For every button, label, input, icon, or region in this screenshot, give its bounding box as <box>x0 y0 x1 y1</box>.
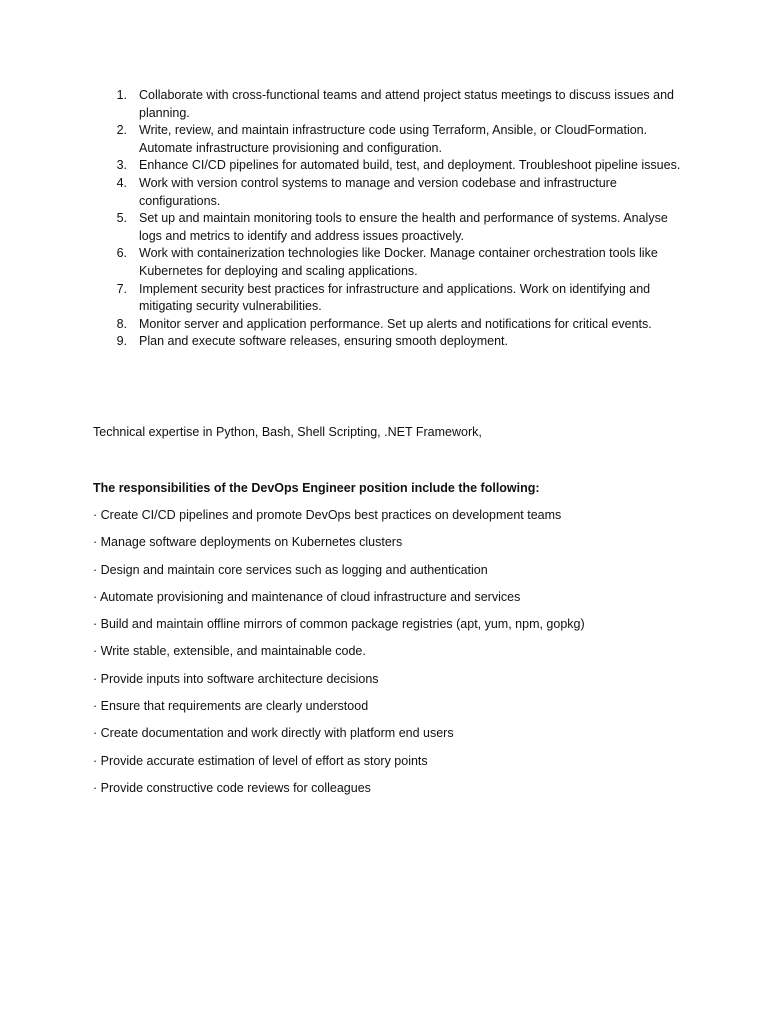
responsibilities-heading: The responsibilities of the DevOps Engineer position include the following: <box>93 481 540 495</box>
bullet-item: · Design and maintain core services such as logging and authentication <box>93 562 488 577</box>
list-number: 4. <box>116 175 127 190</box>
list-number: 1. <box>116 88 127 102</box>
list-number: 8. <box>116 316 127 331</box>
list-item-text: Write, review, and maintain infrastructure code using Terraform, Ansible, or CloudFormation. Automate infrastructure provisioning and configuration. <box>139 123 648 155</box>
numbered-duties-list <box>108 87 688 351</box>
list-item <box>108 210 688 245</box>
list-item-text: Implement security best practices for infrastructure and applications. Work on identifying and mitigating security vulnerabilities. <box>139 281 651 314</box>
bullet-item: · Provide inputs into software architecture decisions <box>93 671 379 686</box>
list-item <box>108 175 688 210</box>
technical-expertise-line: Technical expertise in Python, Bash, Shell Scripting, .NET Framework, <box>93 425 482 439</box>
list-item-text: Enhance CI/CD pipelines for automated build, test, and deployment. Troubleshoot pipeline issues. <box>139 158 681 173</box>
list-item-text: Set up and maintain monitoring tools to ensure the health and performance of systems. Analyse logs and metrics to identify and address issues proactively. <box>139 211 668 243</box>
bullet-item: · Automate provisioning and maintenance of cloud infrastructure and services <box>93 589 521 604</box>
bullet-item: · Ensure that requirements are clearly understood <box>93 699 369 714</box>
list-item-text: Monitor server and application performance. Set up alerts and notifications for critical events. <box>139 316 652 331</box>
list-number: 7. <box>116 281 127 296</box>
list-item-text: Plan and execute software releases, ensuring smooth deployment. <box>139 334 508 349</box>
list-item-text: Work with version control systems to manage and version codebase and infrastructure configurations. <box>139 175 617 208</box>
bullet-item: · Build and maintain offline mirrors of common package registries (apt, yum, npm, gopkg) <box>93 617 585 632</box>
list-number: 3. <box>116 158 127 173</box>
bullet-item: · Create CI/CD pipelines and promote DevOps best practices on development teams <box>93 508 562 522</box>
list-item <box>108 333 688 351</box>
bullet-item: · Create documentation and work directly with platform end users <box>93 726 454 741</box>
list-item <box>108 122 688 157</box>
responsibilities-list <box>93 506 585 806</box>
list-number: 6. <box>116 246 127 261</box>
list-item-text: Work with containerization technologies like Docker. Manage container orchestration tools like Kubernetes for deploying and scaling applications. <box>139 246 658 278</box>
bullet-item: · Provide constructive code reviews for colleagues <box>93 780 371 795</box>
bullet-item: · Write stable, extensible, and maintainable code. <box>93 644 366 659</box>
bullet-item: · Provide accurate estimation of level of effort as story points <box>93 753 428 768</box>
list-item-text: Collaborate with cross-functional teams and attend project status meetings to discuss issues and planning. <box>139 88 674 120</box>
list-number: 5. <box>116 211 127 226</box>
list-item <box>108 245 688 280</box>
list-number: 9. <box>116 334 127 349</box>
list-item <box>108 316 688 334</box>
list-item <box>108 157 688 175</box>
list-item <box>108 281 688 316</box>
list-item <box>108 87 688 122</box>
list-number: 2. <box>116 123 127 138</box>
bullet-item: · Manage software deployments on Kubernetes clusters <box>93 535 403 550</box>
